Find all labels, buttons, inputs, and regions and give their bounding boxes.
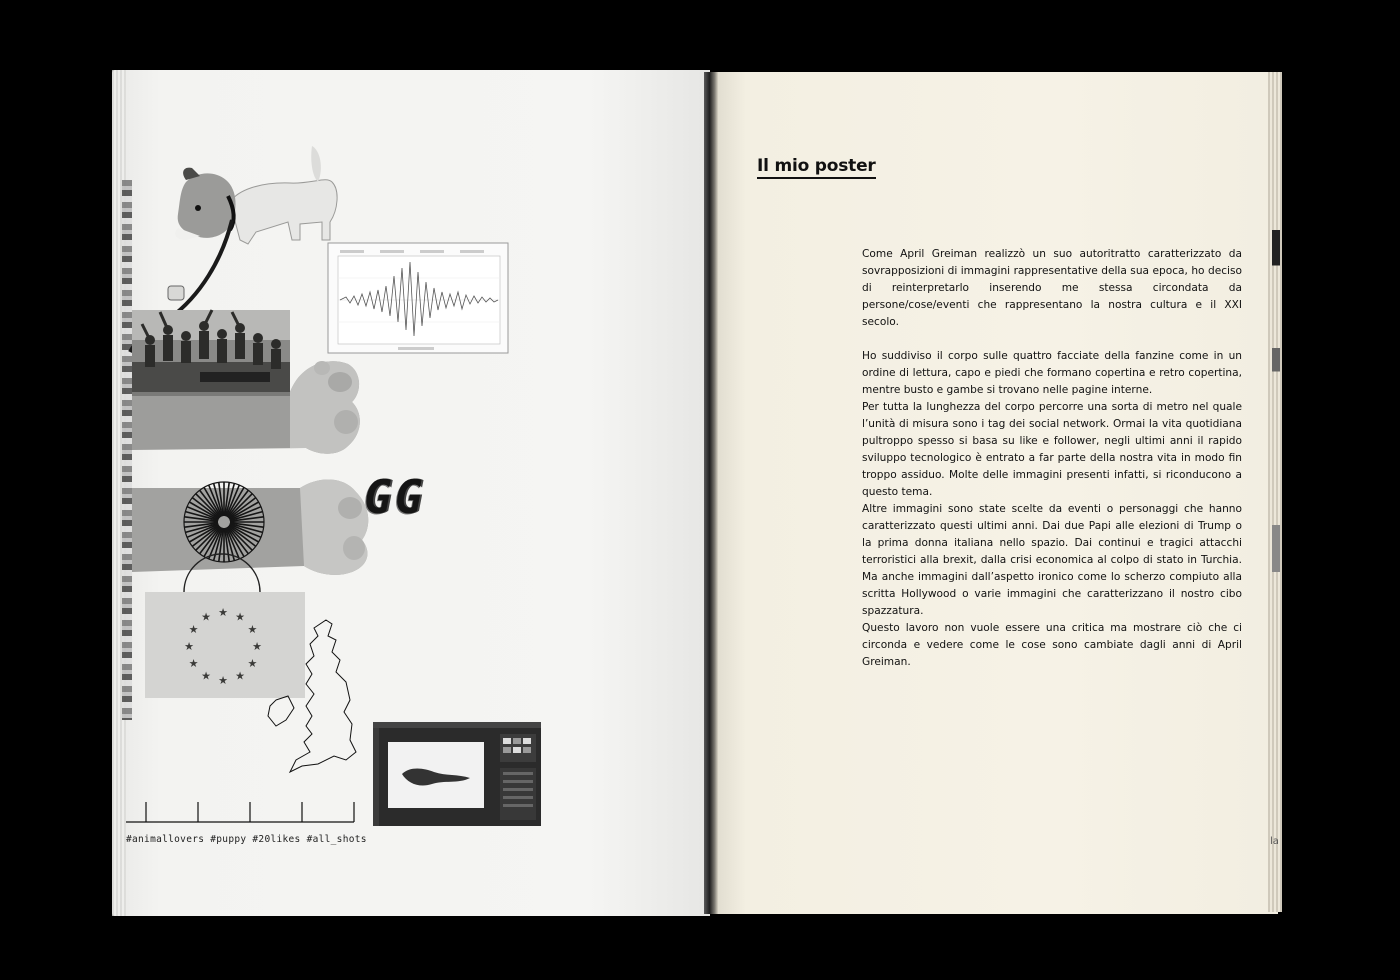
svg-text:★: ★: [218, 674, 228, 687]
foot-photo-lower: [132, 479, 368, 574]
svg-text:★: ★: [218, 606, 228, 619]
pixel-gg-text: GG: [364, 470, 426, 524]
svg-text:★: ★: [201, 669, 211, 683]
svg-text:★: ★: [235, 669, 245, 683]
svg-text:★: ★: [184, 640, 194, 653]
paragraph-5: Questo lavoro non vuole essere una critica ma mostrare ciò che ci circonda e vedere come le cose sono cambiate dagli anni di April Greiman.: [862, 622, 1242, 668]
right-edge-tag: la: [1270, 836, 1279, 847]
dog-photo: [175, 146, 337, 244]
crowd-photo: [132, 310, 290, 396]
ruler-scale: [126, 802, 354, 822]
eu-flag-icon: [145, 592, 305, 698]
svg-text:★: ★: [235, 610, 245, 624]
svg-text:★: ★: [252, 640, 262, 653]
body-text: [862, 246, 1242, 671]
paragraph-1: Come April Greiman realizzò un suo autoritratto caratterizzato da sovrapposizioni di immagini rappresentative della sua epoca, ho deciso di reinterpretarlo inserendo me stessa circondata da persone/cose/eventi che rappresentano la nostra cultura e il XXI secolo.: [862, 248, 1242, 328]
camera-icon: [168, 286, 184, 300]
hashtag-ruler-labels: #animallovers #puppy #20likes #all_shots: [126, 834, 367, 845]
ireland-map-outline: [268, 696, 294, 726]
paragraph-2: Ho suddiviso il corpo sulle quattro facciate della fanzine come in un ordine di lettura, capo e piedi che formano copertina e retro copertina, mentre busto e gambe si trovano nelle pagine interne.: [862, 350, 1242, 396]
paragraph-3: Per tutta la lunghezza del corpo percorre una sorta di metro nel quale l’unità di misura sono i tag dei social network. Ormai la vita quotidiana pultroppo spesso si basa su like e follower, negli ultimi anni il rapido sviluppo tecnologico è entrato a far parte della nostra vita in modo fin troppo assiduo. Molte delle immagini presenti infatti, si riconducono a questo tema.: [862, 401, 1242, 498]
seismograph-chart: [328, 243, 508, 353]
photoshop-screenshot: [373, 722, 541, 826]
svg-text:★: ★: [247, 623, 258, 636]
svg-text:★: ★: [247, 657, 258, 670]
paragraph-4: Altre immagini sono state scelte da eventi o personaggi che hanno caratterizzato questi ultimi anni. Dai due Papi alle elezioni di Trump o la prima donna italiana nello spazio. Dai continui e tragici attacchi terroristici alla brexit, dalla crisi economica al colpo di stato in Turchia. Ma anche immagini dall’aspetto ironico come lo scherzo compiuto alla scritta Hollywood o varie immagini che caratterizzano il nostro cibo spazzatura.: [862, 503, 1242, 617]
svg-text:★: ★: [188, 657, 199, 670]
svg-text:★: ★: [201, 610, 211, 624]
page-heading: Il mio poster: [757, 156, 876, 179]
svg-text:★: ★: [188, 623, 199, 636]
